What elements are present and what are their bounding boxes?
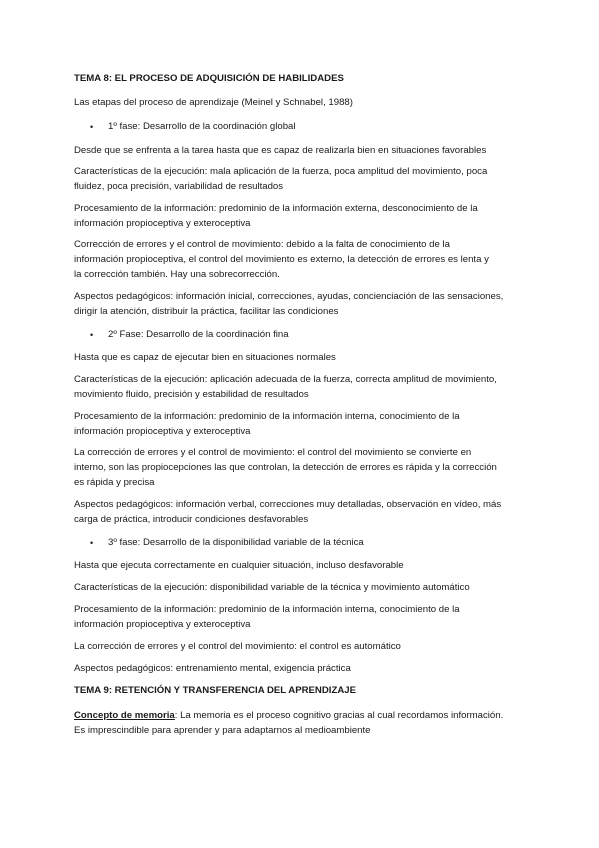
fase2-correccion-line: interno, son las propiocepciones las que controlan, la detección de errores es rápida y la corrección <box>74 462 497 473</box>
tema8-title: TEMA 8: EL PROCESO DE ADQUISICIÓN DE HABILIDADES <box>74 73 344 84</box>
fase3-pedagogicos: Aspectos pedagógicos: entrenamiento mental, exigencia práctica <box>74 663 351 674</box>
fase2-correccion-line: La corrección de errores y el control de movimiento: el control del movimiento se convierte en <box>74 447 472 458</box>
bullet-icon: • <box>90 538 94 548</box>
fase2-pedagogicos-line: carga de práctica, introducir condiciones desfavorables <box>74 514 309 525</box>
fase2-pedagogicos-line: Aspectos pedagógicos: información verbal, correcciones muy detalladas, observación en vídeo, más <box>74 499 502 510</box>
fase2-procesamiento-line: información propioceptiva y exteroceptiva <box>74 426 251 437</box>
fase2-ejecucion-line: Características de la ejecución: aplicación adecuada de la fuerza, correcta amplitud de movimiento, <box>74 374 497 385</box>
fase1-desc: Desde que se enfrenta a la tarea hasta que es capaz de realizarla bien en situaciones favorables <box>74 145 487 156</box>
fase2-desc: Hasta que es capaz de ejecutar bien en situaciones normales <box>74 352 336 363</box>
fase2-ejecucion-line: movimiento fluido, precisión y estabilidad de resultados <box>74 389 309 400</box>
fase2-heading: 2º Fase: Desarrollo de la coordinación fina <box>108 329 289 340</box>
memoria-line-2: Es imprescindible para aprender y para adaptarnos al medioambiente <box>74 725 371 736</box>
fase1-correccion-line: información propioceptiva, el control del movimiento es externo, la detección de errores es lenta y <box>74 254 489 265</box>
memoria-text: : La memoria es el proceso cognitivo gracias al cual recordamos información. <box>174 710 504 721</box>
fase1-pedagogicos-line: Aspectos pedagógicos: información inicial, correcciones, ayudas, concienciación de las sensaciones, <box>74 291 504 302</box>
fase1-pedagogicos-line: dirigir la atención, distribuir la práctica, facilitar las condiciones <box>74 306 339 317</box>
fase1-ejecucion-line: Características de la ejecución: mala aplicación de la fuerza, poca amplitud del movimiento, poca <box>74 166 488 177</box>
bullet-icon: • <box>90 122 94 132</box>
fase2-procesamiento-line: Procesamiento de la información: predominio de la información interna, conocimiento de la <box>74 411 460 422</box>
bullet-icon: • <box>90 330 94 340</box>
fase1-procesamiento-line: Procesamiento de la información: predominio de la información externa, desconocimiento de la <box>74 203 478 214</box>
memoria-term: Concepto de memoria <box>74 710 175 721</box>
tema9-title: TEMA 9: RETENCIÓN Y TRANSFERENCIA DEL APRENDIZAJE <box>74 685 356 696</box>
memoria-line <box>74 710 503 722</box>
fase3-correccion: La corrección de errores y el control del movimiento: el control es automático <box>74 641 401 652</box>
fase1-heading: 1º fase: Desarrollo de la coordinación global <box>108 121 296 132</box>
fase3-ejecucion: Características de la ejecución: disponibilidad variable de la técnica y movimiento automático <box>74 582 470 593</box>
fase1-correccion-line: la corrección también. Hay una sobrecorrección. <box>74 269 280 280</box>
fase2-correccion-line: es rápida y precisa <box>74 477 155 488</box>
fase3-procesamiento-line: Procesamiento de la información: predominio de la información interna, conocimiento de la <box>74 604 460 615</box>
fase3-desc: Hasta que ejecuta correctamente en cualquier situación, incluso desfavorable <box>74 560 404 571</box>
fase1-ejecucion-line: fluidez, poca precisión, variabilidad de resultados <box>74 181 284 192</box>
tema8-intro: Las etapas del proceso de aprendizaje (Meinel y Schnabel, 1988) <box>74 97 353 108</box>
fase1-correccion-line: Corrección de errores y el control de movimiento: debido a la falta de conocimiento de la <box>74 239 450 250</box>
fase3-procesamiento-line: información propioceptiva y exteroceptiva <box>74 619 251 630</box>
fase1-procesamiento-line: información propioceptiva y exteroceptiva <box>74 218 251 229</box>
fase3-heading: 3º fase: Desarrollo de la disponibilidad variable de la técnica <box>108 537 364 548</box>
